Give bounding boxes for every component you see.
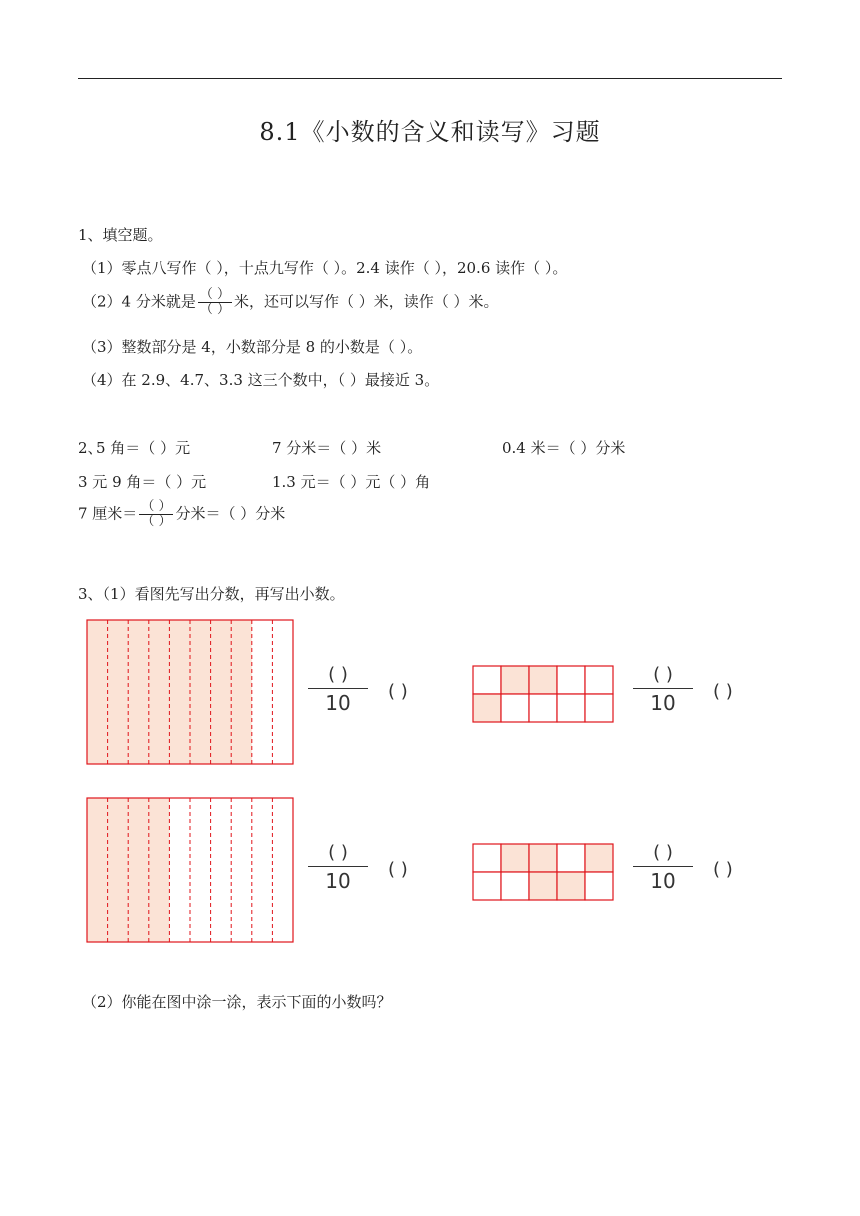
grid-cell	[557, 666, 585, 694]
numerator-blank: ( )	[308, 664, 368, 689]
grid-cell	[473, 666, 501, 694]
q1-item-4: （4）在 2.9、4.7、3.3 这三个数中，（ ）最接近 3。	[82, 371, 440, 389]
q1-item-2	[82, 288, 499, 317]
q1-item-1: （1）零点八写作（ ），十点九写作（ ）。2.4 读作（ ），20.6 读作（ ）。	[82, 259, 568, 277]
answer-fraction-1	[308, 664, 368, 715]
shaded-strip	[87, 620, 108, 764]
q1-item-3: （3）整数部分是 4，小数部分是 8 的小数是（ ）。	[82, 338, 423, 356]
denominator-10: 10	[650, 869, 676, 893]
answer-decimal-1: ( )	[388, 681, 408, 702]
denominator-10: 10	[325, 869, 351, 893]
shaded-strip	[149, 620, 170, 764]
q2-r1-b: 7 分米＝（ ）米	[272, 439, 382, 457]
answer-decimal-4: ( )	[713, 859, 733, 880]
page-title: 8.1《小数的含义和读写》习题	[259, 118, 601, 146]
denominator-10: 10	[325, 691, 351, 715]
answer-fraction-3	[308, 842, 368, 893]
q2-r3-fraction	[139, 500, 173, 529]
q2-row-3	[78, 500, 285, 529]
grid-cell	[501, 694, 529, 722]
shaded-strip	[231, 620, 252, 764]
shaded-strip	[128, 798, 149, 942]
grid-cell	[501, 872, 529, 900]
numerator-blank: ( )	[308, 842, 368, 867]
shaded-cell	[473, 694, 501, 722]
numerator-blank: ( )	[633, 842, 693, 867]
denominator-10: 10	[650, 691, 676, 715]
shaded-cell	[529, 666, 557, 694]
strip-figure-2	[86, 797, 294, 943]
shaded-cell	[501, 666, 529, 694]
shaded-cell	[501, 844, 529, 872]
grid-cell	[529, 694, 557, 722]
grid-cell	[585, 666, 613, 694]
grid-cell	[557, 694, 585, 722]
q1-item-2-fraction	[198, 288, 232, 317]
grid-cell	[473, 872, 501, 900]
shaded-strip	[87, 798, 108, 942]
grid-cell	[585, 694, 613, 722]
q1-heading: 1、填空题。	[78, 226, 163, 244]
grid-cell	[473, 844, 501, 872]
answer-decimal-3: ( )	[388, 859, 408, 880]
q1-item-2-suffix: 米，还可以写作（ ）米，读作（ ）米。	[234, 292, 499, 311]
q2-r2-b: 1.3 元＝（ ）元（ ）角	[272, 473, 431, 491]
strip-figure-1	[86, 619, 294, 765]
q2-heading: 2、	[78, 439, 103, 457]
header-rule	[78, 78, 782, 79]
grid-figure-2	[472, 843, 614, 901]
grid-figure-1	[472, 665, 614, 723]
shaded-cell	[585, 844, 613, 872]
shaded-strip	[149, 798, 170, 942]
q2-r1-a: 5 角＝（ ）元	[96, 439, 191, 457]
shaded-cell	[529, 872, 557, 900]
shaded-strip	[169, 620, 190, 764]
shaded-strip	[128, 620, 149, 764]
grid-cell	[585, 872, 613, 900]
q2-r3-suffix: 分米＝（ ）分米	[175, 504, 286, 523]
q3-sub2: （2）你能在图中涂一涂，表示下面的小数吗？	[82, 993, 392, 1011]
shaded-strip	[108, 620, 129, 764]
answer-fraction-4	[633, 842, 693, 893]
q2-r3-prefix: 7 厘米＝	[78, 504, 138, 523]
fraction-numerator: （ ）	[199, 287, 230, 302]
q1-item-2-prefix: （2）4 分米就是	[82, 292, 196, 311]
q2-r2-a: 3 元 9 角＝（ ）元	[78, 473, 207, 491]
grid-cell	[557, 844, 585, 872]
numerator-blank: ( )	[633, 664, 693, 689]
q3-heading: 3、（1）看图先写出分数，再写出小数。	[78, 585, 345, 603]
shaded-strip	[190, 620, 211, 764]
answer-fraction-2	[633, 664, 693, 715]
answer-decimal-2: ( )	[713, 681, 733, 702]
shaded-cell	[529, 844, 557, 872]
q2-r1-c: 0.4 米＝（ ）分米	[502, 439, 626, 457]
shaded-strip	[108, 798, 129, 942]
q2-row-1	[78, 438, 626, 458]
fraction-denominator: （ ）	[199, 302, 230, 317]
shaded-cell	[557, 872, 585, 900]
shaded-strip	[211, 620, 232, 764]
fraction-denominator: （ ）	[141, 514, 172, 529]
fraction-numerator: （ ）	[141, 499, 172, 514]
